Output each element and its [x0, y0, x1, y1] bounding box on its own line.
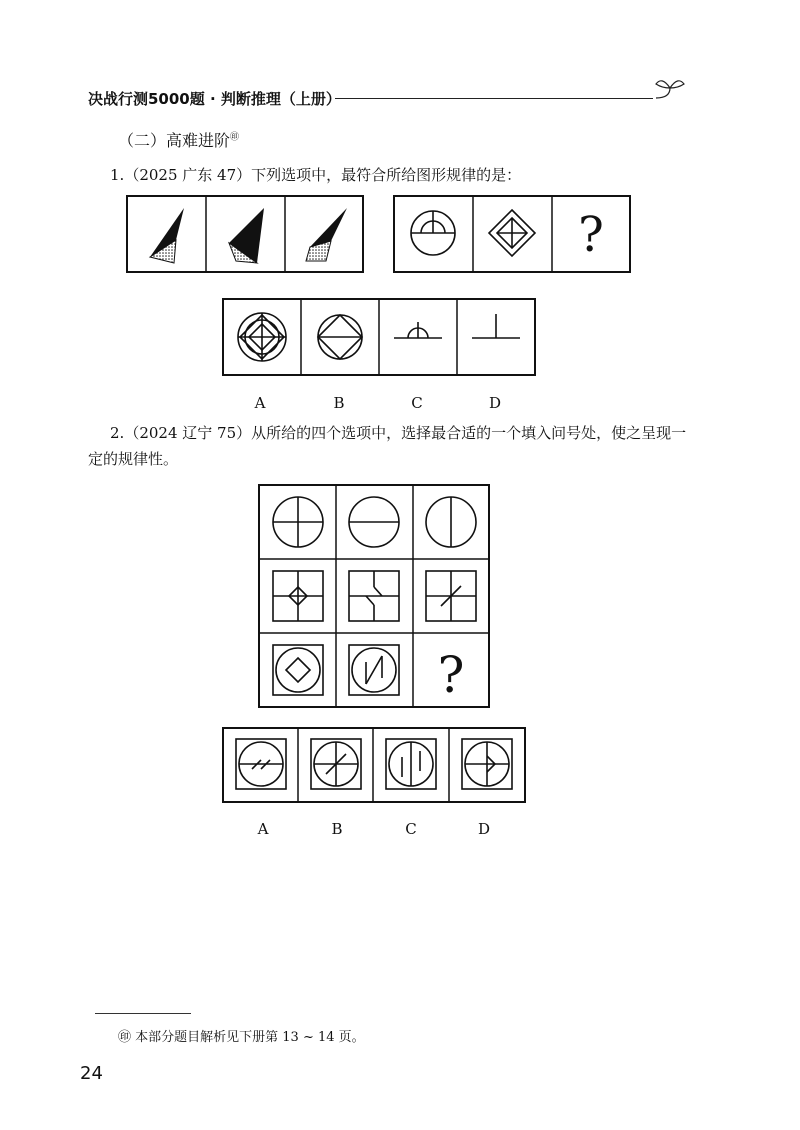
q2-label-d[interactable]: D [477, 820, 491, 838]
question-1-text [110, 164, 521, 185]
q1-figure-1 [150, 208, 184, 263]
question-prompt: 下列选项中，最符合所给图形规律的是： [251, 166, 522, 184]
page-number: 24 [80, 1063, 103, 1084]
q1-options [222, 298, 538, 378]
q2-option-d-figure[interactable] [462, 739, 512, 789]
running-header: 决战行测5000题 · 判断推理（上册） [88, 90, 341, 108]
q1-stem-figures [126, 195, 636, 275]
q2-grid [258, 484, 492, 710]
question-prompt: 从所给的四个选项中，选择最合适的一个填入问号处，使之呈现一定的规律性。 [88, 424, 687, 468]
q2-option-c-figure[interactable] [386, 739, 436, 789]
question-source: （2025 广东 47） [124, 166, 252, 184]
footnote-rule [95, 1013, 191, 1014]
section-title [118, 128, 239, 151]
q1-option-c-figure[interactable] [394, 322, 442, 338]
sprout-icon [650, 74, 690, 104]
q2-cell-7 [273, 645, 323, 695]
q2-option-b-figure[interactable] [311, 739, 361, 789]
q2-cell-4 [273, 571, 323, 621]
question-source: （2024 辽宁 75） [124, 424, 252, 442]
q1-figure-5 [489, 210, 535, 256]
q2-cell-2 [349, 497, 399, 547]
q1-option-a-figure[interactable] [238, 313, 286, 361]
question-2-text [88, 420, 688, 472]
q2-label-a[interactable]: A [257, 820, 269, 838]
q2-option-a-figure[interactable] [236, 739, 286, 789]
q1-figure-2 [229, 208, 264, 263]
footnote-mark: ㊞ [118, 1030, 132, 1045]
q1-option-labels [222, 390, 538, 414]
q1-figure-4 [411, 211, 455, 255]
q2-cell-8 [349, 645, 399, 695]
q1-label-d[interactable]: D [488, 394, 502, 412]
footnote [118, 1026, 365, 1045]
section-title-text: （二）高难进阶 [118, 131, 231, 150]
question-number: 1. [110, 166, 125, 184]
q2-cell-6 [426, 571, 476, 621]
q2-label-c[interactable]: C [405, 820, 417, 838]
q2-cell-1 [273, 497, 323, 547]
footnote-text: 本部分题目解析见下册第 13 ~ 14 页。 [135, 1030, 365, 1045]
q1-figure-3 [306, 208, 347, 261]
q1-question-mark: ? [578, 207, 604, 263]
q1-option-d-figure[interactable] [472, 314, 520, 338]
q1-option-b-figure[interactable] [318, 315, 362, 359]
header-rule [335, 98, 653, 99]
q2-question-mark: ? [437, 646, 465, 704]
q2-cell-3 [426, 497, 476, 547]
q2-option-labels [222, 816, 528, 840]
q2-options [222, 727, 528, 805]
section-note-mark: ㊞ [230, 132, 240, 143]
q1-label-c[interactable]: C [411, 394, 423, 412]
q1-label-b[interactable]: B [333, 394, 345, 412]
q2-label-b[interactable]: B [331, 820, 343, 838]
question-number: 2. [110, 424, 125, 442]
q1-label-a[interactable]: A [254, 394, 266, 412]
q2-cell-5 [349, 571, 399, 621]
